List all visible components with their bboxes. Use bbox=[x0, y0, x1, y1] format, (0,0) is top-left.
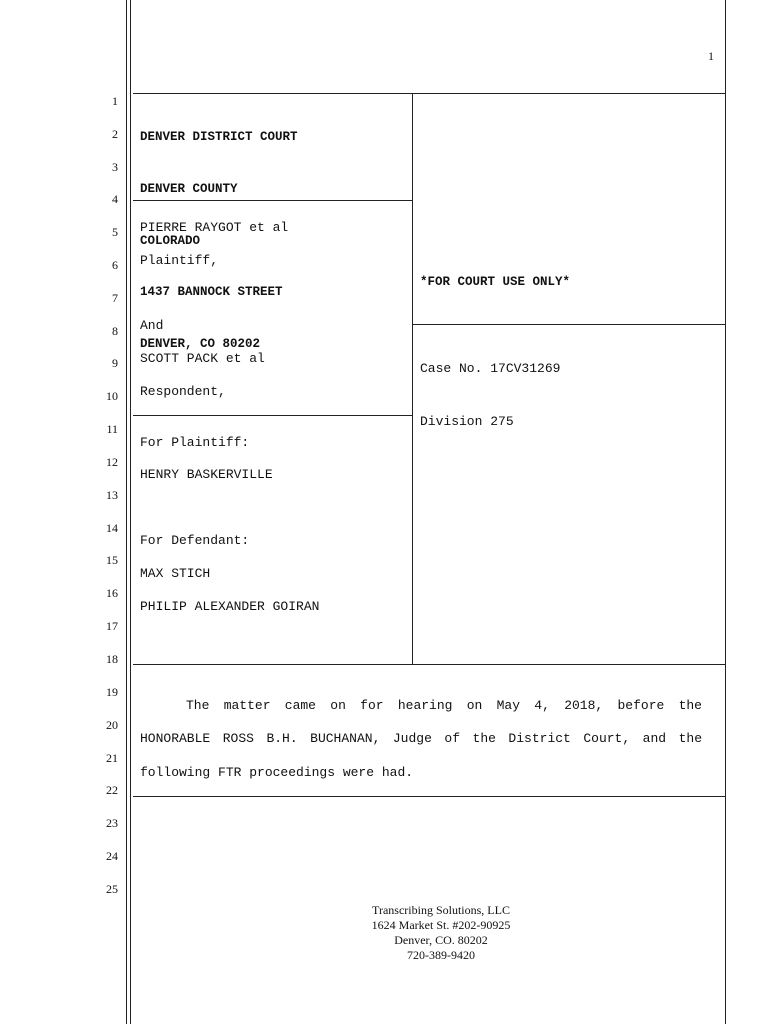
court-state: COLORADO bbox=[140, 233, 201, 248]
line-number: 18 bbox=[106, 652, 118, 666]
respondent-role: Respondent, bbox=[140, 384, 226, 399]
line-number: 8 bbox=[112, 324, 118, 338]
right-margin-rule bbox=[725, 0, 726, 1024]
line-number: 15 bbox=[106, 553, 118, 567]
line-number: 7 bbox=[112, 291, 118, 305]
line-number: 5 bbox=[112, 225, 118, 239]
line-number: 14 bbox=[106, 521, 118, 535]
line-number: 13 bbox=[106, 488, 118, 502]
line-number: 12 bbox=[106, 455, 118, 469]
line-number: 10 bbox=[106, 389, 118, 403]
line-number: 21 bbox=[106, 751, 118, 765]
division: Division 275 bbox=[420, 413, 514, 429]
line-number: 1 bbox=[112, 94, 118, 108]
line-number: 17 bbox=[106, 619, 118, 633]
line-number: 25 bbox=[106, 882, 118, 896]
hearing-paragraph: The matter came on for hearing on May 4, 2018, before the HONORABLE ROSS B.H. BUCHANAN, Judge of the District Court, and the following FTR proceedings were had. bbox=[140, 698, 702, 780]
line-number: 23 bbox=[106, 816, 118, 830]
court-name: DENVER DISTRICT COURT bbox=[140, 130, 298, 145]
transcriber-footer bbox=[340, 903, 542, 963]
for-defendant-label: For Defendant: bbox=[140, 533, 250, 548]
footer-address: 1624 Market St. #202-90925 bbox=[371, 918, 511, 932]
plaintiff-attorney: HENRY BASKERVILLE bbox=[140, 467, 273, 482]
line-number: 22 bbox=[106, 783, 118, 797]
for-plaintiff-label: For Plaintiff: bbox=[140, 435, 250, 450]
line-number: 2 bbox=[112, 127, 118, 141]
plaintiff-role: Plaintiff, bbox=[140, 253, 219, 268]
footer-phone: 720-389-9420 bbox=[407, 948, 475, 962]
court-use-only-label: *FOR COURT USE ONLY* bbox=[420, 275, 571, 289]
footer-city: Denver, CO. 80202 bbox=[394, 933, 488, 947]
parties-box-bottom-rule bbox=[133, 415, 412, 416]
caption-top-rule bbox=[133, 93, 725, 94]
plaintiff-name: PIERRE RAYGOT et al bbox=[140, 220, 289, 235]
line-number: 6 bbox=[112, 258, 118, 272]
court-city: DENVER, CO 80202 bbox=[140, 336, 261, 351]
line-number: 11 bbox=[106, 422, 118, 436]
respondent-name: SCOTT PACK et al bbox=[140, 351, 265, 366]
line-number: 16 bbox=[106, 586, 118, 600]
court-county: DENVER COUNTY bbox=[140, 182, 238, 197]
court-street: 1437 BANNOCK STREET bbox=[140, 285, 283, 300]
left-margin-rule-inner bbox=[130, 0, 131, 1024]
line-number: 3 bbox=[112, 160, 118, 174]
left-margin-rule-outer bbox=[126, 0, 127, 1024]
case-info bbox=[420, 325, 560, 448]
defendant-attorney: PHILIP ALEXANDER GOIRAN bbox=[140, 599, 320, 614]
case-number: Case No. 17CV31269 bbox=[420, 361, 561, 376]
footer-company: Transcribing Solutions, LLC bbox=[372, 903, 510, 917]
line-number: 9 bbox=[112, 356, 118, 370]
defendant-attorney: MAX STICH bbox=[140, 566, 211, 581]
line-number: 20 bbox=[106, 718, 118, 732]
page-number: 1 bbox=[708, 49, 714, 63]
caption-center-rule bbox=[412, 93, 413, 664]
caption-bottom-rule bbox=[133, 664, 725, 665]
paragraph-bottom-rule bbox=[133, 796, 725, 797]
and-label: And bbox=[140, 318, 164, 333]
line-number: 24 bbox=[106, 849, 118, 863]
line-number: 4 bbox=[112, 192, 118, 206]
line-number: 19 bbox=[106, 685, 118, 699]
